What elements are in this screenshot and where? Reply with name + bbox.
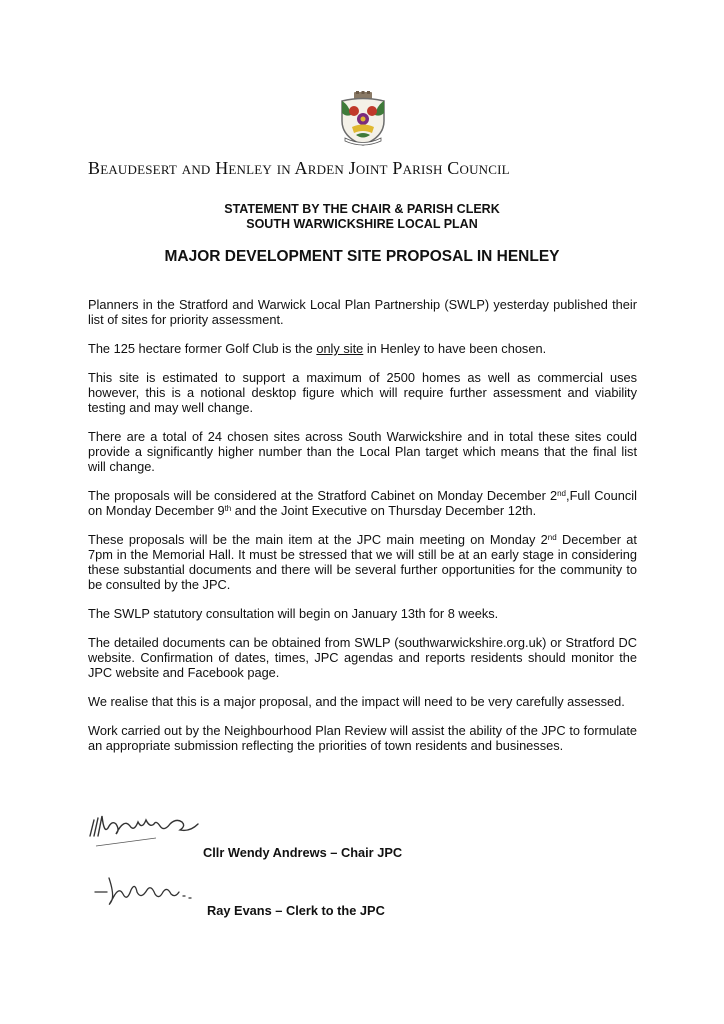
paragraph-2: The 125 hectare former Golf Club is the only site in Henley to have been chosen. [88,341,547,356]
plan-subtitle: SOUTH WARWICKSHIRE LOCAL PLAN [246,217,478,231]
paragraph-5: The proposals will be considered at the Stratford Cabinet on Monday December 2nd,Full Council on Monday December 9th and the Joint Executive on Thursday December 12th. [88,488,637,518]
paragraph-8: The detailed documents can be obtained from SWLP (southwarwickshire.org.uk) or Stratford DC website. Confirmation of dates, times, JPC agendas and reports residents should monitor the JPC website and Facebook page. [88,635,637,680]
clerk-name: Ray Evans – Clerk to the JPC [207,903,385,918]
page-title: MAJOR DEVELOPMENT SITE PROPOSAL IN HENLEY [164,248,560,265]
clerk-signature [93,868,197,912]
chair-signature [86,806,206,854]
paragraph-6: These proposals will be the main item at the JPC main meeting on Monday 2nd December at 7pm in the Memorial Hall. It must be stressed that we will still be at an early stage in considering these substantial documents and there will be several further opportunities for the community to be consulted by the JPC. [88,532,637,592]
paragraph-4: There are a total of 24 chosen sites across South Warwickshire and in total these sites could provide a significantly higher number than the Local Plan target which means that the final list will change. [88,429,637,474]
paragraph-3: This site is estimated to support a maximum of 2500 homes as well as commercial uses however, this is a notional desktop figure which will require further assessment and viability testing and may well change. [88,370,637,415]
statement-subtitle: STATEMENT BY THE CHAIR & PARISH CLERK [224,202,500,216]
paragraph-1: Planners in the Stratford and Warwick Local Plan Partnership (SWLP) yesterday published their list of sites for priority assessment. [88,297,637,327]
emphasis-underline: only site [316,341,364,356]
statement-body [88,297,637,767]
paragraph-7: The SWLP statutory consultation will begin on January 13th for 8 weeks. [88,606,499,621]
council-name: Beaudesert and Henley in Arden Joint Parish Council [88,158,510,178]
paragraph-9: We realise that this is a major proposal, and the impact will need to be very carefully assessed. [88,694,625,709]
paragraph-10: Work carried out by the Neighbourhood Plan Review will assist the ability of the JPC to formulate an appropriate submission reflecting the priorities of town residents and businesses. [88,723,637,753]
chair-name: Cllr Wendy Andrews – Chair JPC [203,845,403,860]
parish-crest-icon [337,91,389,147]
